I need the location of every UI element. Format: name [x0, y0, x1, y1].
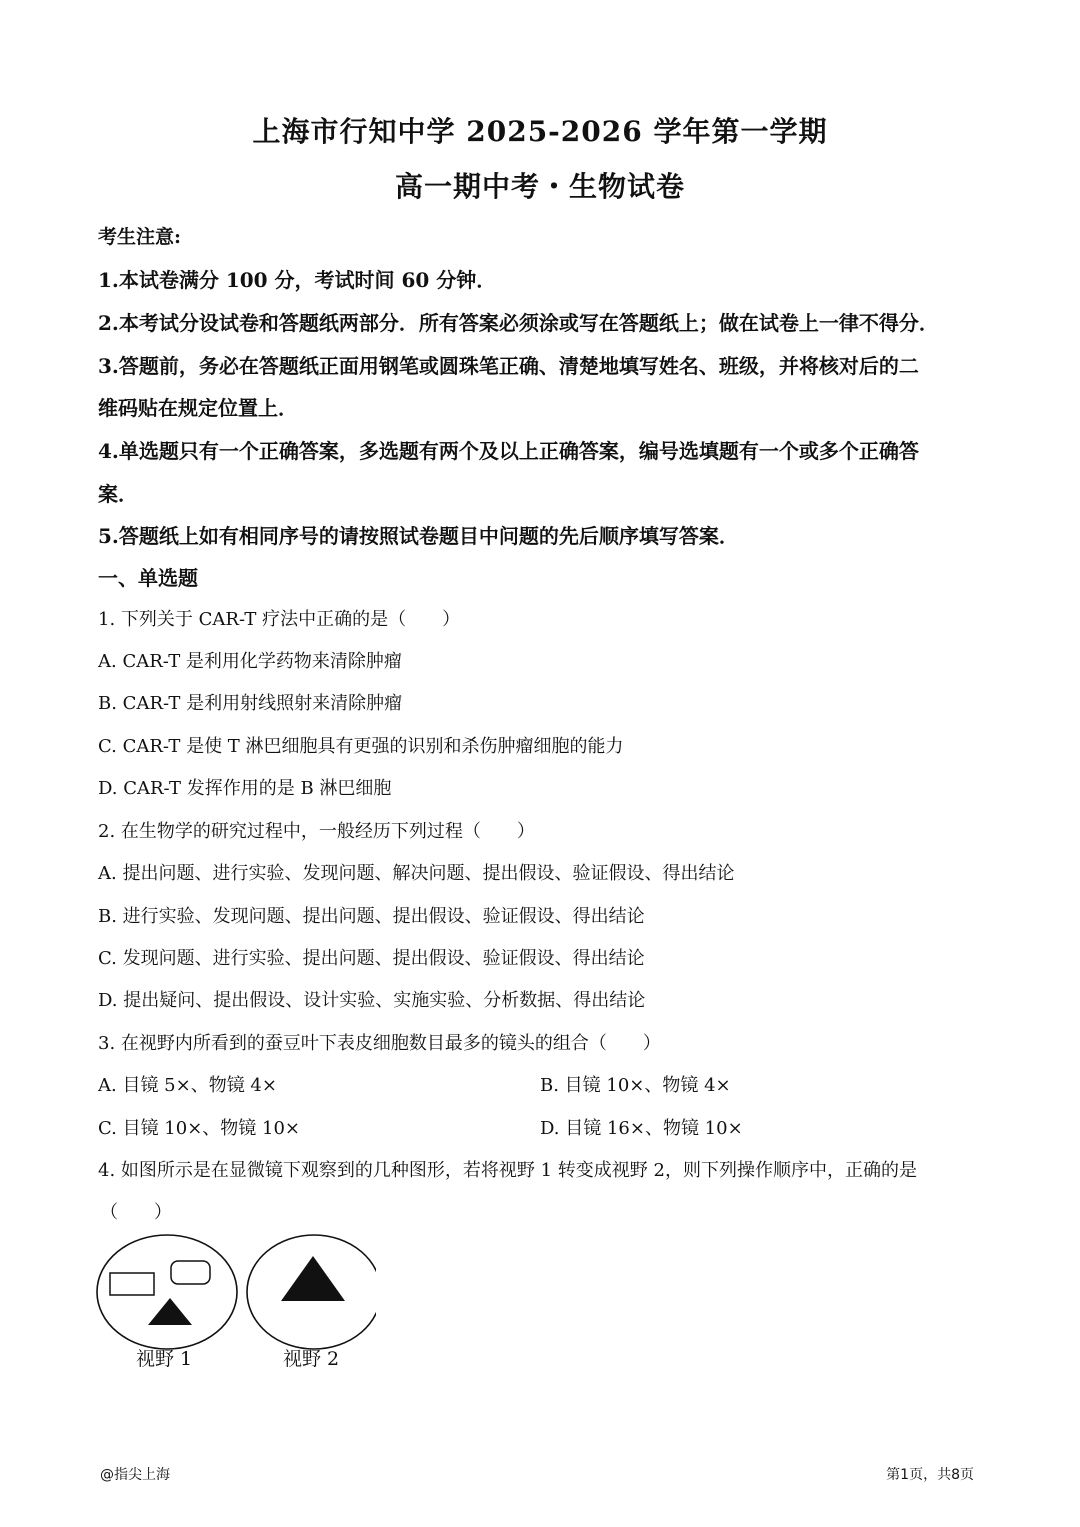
question-2-option-c: C. 发现问题、进行实验、提出问题、提出假设、验证假设、得出结论 [98, 948, 645, 969]
footer-source: @指尖上海 [100, 1467, 170, 1483]
question-2-option-d: D. 提出疑问、提出假设、设计实验、实施实验、分析数据、得出结论 [98, 990, 646, 1011]
question-1-stem: 1. 下列关于 CAR-T 疗法中正确的是（ ） [98, 609, 461, 630]
notice-item: 维码贴在规定位置上． [98, 396, 298, 420]
question-2-stem: 2. 在生物学的研究过程中，一般经历下列过程（ ） [98, 821, 535, 842]
notice-item: 3.答题前，务必在答题纸正面用钢笔或圆珠笔正确、清楚地填写姓名、班级，并将核对后的二 [98, 354, 919, 378]
field-1-rounded-rectangle [171, 1261, 210, 1284]
field-1-triangle [148, 1298, 192, 1325]
notice-item: 案． [98, 482, 138, 506]
notice-item: 4.单选题只有一个正确答案，多选题有两个及以上正确答案，编号选填题有一个或多个正确答 [98, 439, 919, 463]
field-2-label: 视野 2 [283, 1348, 340, 1370]
question-4-stem: 4. 如图所示是在显微镜下观察到的几种图形，若将视野 1 转变成视野 2，则下列操作顺序中，正确的是 [98, 1160, 917, 1181]
exam-title: 上海市行知中学 2025-2026 学年第一学期 [252, 115, 828, 148]
field-2-triangle [281, 1256, 345, 1301]
microscope-fields-svg [96, 1232, 376, 1372]
microscope-fields-figure [96, 1232, 376, 1376]
question-1-option-b: B. CAR-T 是利用射线照射来清除肿瘤 [98, 693, 403, 714]
section-title: 一、单选题 [98, 566, 198, 590]
question-1-option-a: A. CAR-T 是利用化学药物来清除肿瘤 [98, 651, 402, 672]
question-3-option-c: C. 目镜 10×、物镜 10× [98, 1118, 300, 1139]
exam-subtitle: 高一期中考・生物试卷 [394, 170, 685, 203]
question-2-option-a: A. 提出问题、进行实验、发现问题、解决问题、提出假设、验证假设、得出结论 [98, 863, 735, 884]
field-1-rectangle [110, 1273, 154, 1295]
question-3-option-b: B. 目镜 10×、物镜 4× [540, 1075, 731, 1096]
field-1-label: 视野 1 [136, 1348, 193, 1370]
question-3-stem: 3. 在视野内所看到的蚕豆叶下表皮细胞数目最多的镜头的组合（ ） [98, 1033, 661, 1054]
question-3-option-d: D. 目镜 16×、物镜 10× [540, 1118, 743, 1139]
page-number: 第1页，共8页 [886, 1467, 974, 1483]
notice-item: 2.本考试分设试卷和答题纸两部分．所有答案必须涂或写在答题纸上；做在试卷上一律不得分． [98, 311, 939, 335]
notice-item: 5.答题纸上如有相同序号的请按照试卷题目中问题的先后顺序填写答案． [98, 524, 739, 548]
question-1-option-d: D. CAR-T 发挥作用的是 B 淋巴细胞 [98, 778, 392, 799]
notice-heading: 考生注意: [98, 226, 182, 248]
field-1-ellipse [97, 1235, 237, 1349]
question-3-option-a: A. 目镜 5×、物镜 4× [98, 1075, 277, 1096]
question-2-option-b: B. 进行实验、发现问题、提出问题、提出假设、验证假设、得出结论 [98, 906, 645, 927]
question-1-option-c: C. CAR-T 是使 T 淋巴细胞具有更强的识别和杀伤肿瘤细胞的能力 [98, 736, 624, 757]
notice-item: 1.本试卷满分 100 分，考试时间 60 分钟． [98, 268, 497, 292]
question-4-stem-cont: （ ） [100, 1202, 172, 1223]
